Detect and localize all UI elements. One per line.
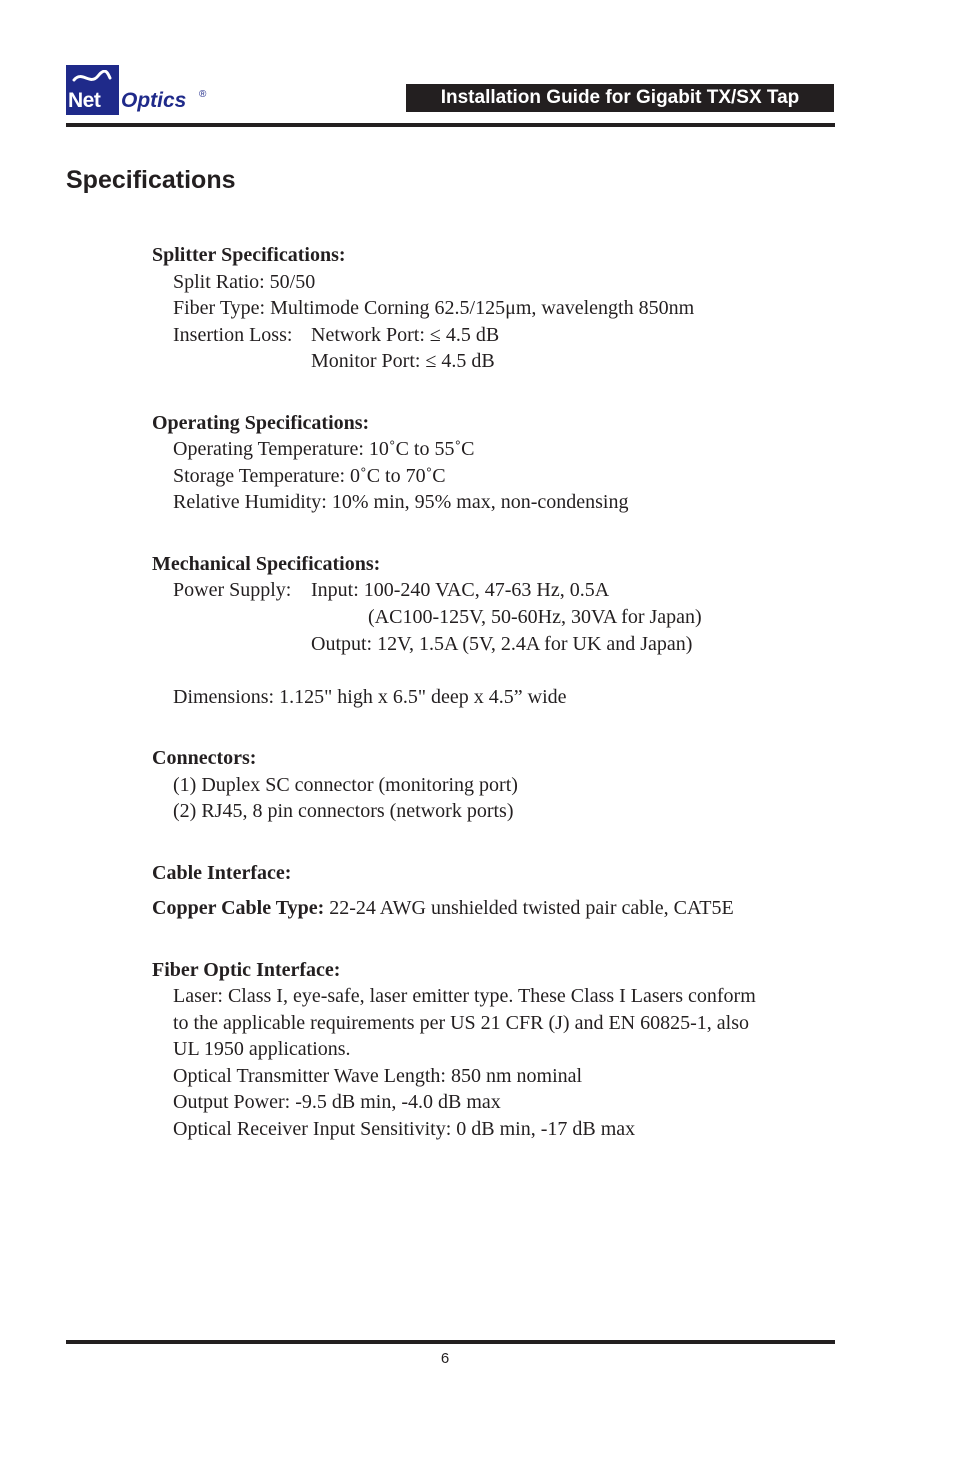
fiber-line: to the applicable requirements per US 21 CFR (J) and EN 60825-1, also bbox=[173, 1012, 749, 1034]
operating-heading: Operating Specifications: bbox=[152, 412, 370, 434]
operating-temperature: Operating Temperature: 10˚C to 55˚C bbox=[173, 438, 475, 460]
logo-registered-mark: ® bbox=[199, 89, 207, 100]
cable-interface-heading: Cable Interface: bbox=[152, 862, 292, 884]
copper-cable-type bbox=[152, 895, 734, 921]
page-title: Specifications bbox=[66, 166, 236, 194]
page-number: 6 bbox=[440, 1350, 450, 1367]
power-input-japan: (AC100-125V, 50-60Hz, 30VA for Japan) bbox=[368, 606, 702, 628]
fiber-interface-heading: Fiber Optic Interface: bbox=[152, 959, 341, 981]
guide-title-banner: Installation Guide for Gigabit TX/SX Tap bbox=[406, 84, 834, 112]
list-item: (1) Duplex SC connector (monitoring port) bbox=[173, 774, 518, 796]
power-supply-label: Power Supply: bbox=[173, 579, 292, 601]
footer-rule bbox=[66, 1340, 835, 1344]
copper-cable-label: Copper Cable Type: bbox=[152, 897, 325, 919]
logo-badge bbox=[66, 65, 119, 115]
fiber-line: Laser: Class I, eye-safe, laser emitter type. These Class I Lasers conform bbox=[173, 985, 756, 1007]
list-item: (2) RJ45, 8 pin connectors (network ports) bbox=[173, 800, 514, 822]
split-ratio: Split Ratio: 50/50 bbox=[173, 271, 316, 293]
fiber-line: Optical Transmitter Wave Length: 850 nm nominal bbox=[173, 1065, 583, 1087]
storage-temperature: Storage Temperature: 0˚C to 70˚C bbox=[173, 465, 446, 487]
fiber-line: UL 1950 applications. bbox=[173, 1038, 351, 1060]
fiber-line: Optical Receiver Input Sensitivity: 0 dB min, -17 dB max bbox=[173, 1118, 636, 1140]
mechanical-heading: Mechanical Specifications: bbox=[152, 553, 381, 575]
power-output: Output: 12V, 1.5A (5V, 2.4A for UK and Japan) bbox=[311, 633, 693, 655]
fiber-line: Output Power: -9.5 dB min, -4.0 dB max bbox=[173, 1091, 501, 1113]
power-input: Input: 100-240 VAC, 47-63 Hz, 0.5A bbox=[311, 579, 610, 601]
relative-humidity: Relative Humidity: 10% min, 95% max, non-condensing bbox=[173, 491, 629, 513]
monitor-port-loss: Monitor Port: ≤ 4.5 dB bbox=[311, 350, 495, 372]
logo-text-net: Net bbox=[68, 89, 101, 112]
insertion-loss-label: Insertion Loss: bbox=[173, 324, 293, 346]
copper-cable-value: 22-24 AWG unshielded twisted pair cable, CAT5E bbox=[324, 897, 734, 919]
network-port-loss: Network Port: ≤ 4.5 dB bbox=[311, 324, 500, 346]
fiber-type: Fiber Type: Multimode Corning 62.5/125μm, wavelength 850nm bbox=[173, 297, 695, 319]
logo-text-optics: Optics bbox=[121, 89, 187, 112]
dimensions: Dimensions: 1.125" high x 6.5" deep x 4.5” wide bbox=[173, 686, 567, 708]
header-rule bbox=[66, 123, 835, 127]
netoptics-logo bbox=[66, 65, 216, 115]
wave-icon bbox=[72, 70, 112, 86]
connectors-heading: Connectors: bbox=[152, 747, 257, 769]
splitter-heading: Splitter Specifications: bbox=[152, 244, 346, 266]
